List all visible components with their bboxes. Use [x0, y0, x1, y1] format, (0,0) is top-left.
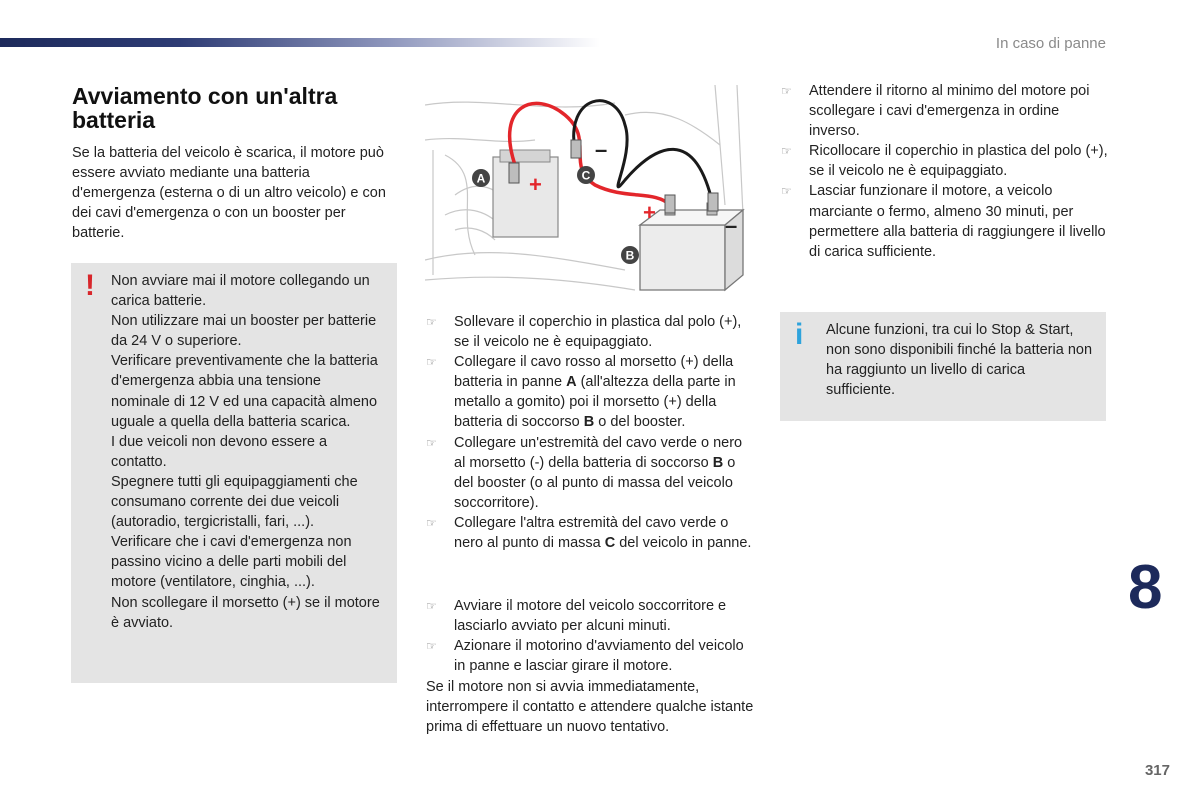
- label-b: B: [625, 248, 635, 263]
- hand-pointer-icon: ☞: [781, 184, 792, 199]
- list-item: ☞ Avviare il motore del veicolo soccorritore e lasciarlo avviato per alcuni minuti.: [426, 598, 727, 635]
- warning-line: Verificare che i cavi d'emergenza non passino vicino a delle parti mobili del motore (ventilatore, cinghia, ...).: [111, 534, 352, 591]
- warning-icon: !: [85, 269, 95, 302]
- closing-paragraph: Se il motore non si avvia immediatamente, interrompere il contatto e attendere qualche istante prima di effettuare un nuovo tentativo.: [426, 679, 754, 736]
- header-color-bar: [0, 38, 600, 47]
- hand-pointer-icon: ☞: [426, 355, 437, 370]
- list-item: ☞ Collegare il cavo rosso al morsetto (+) della batteria in panne A (all'altezza della parte in metallo a gomito) poi il morsetto (+) della batteria di soccorso B o del booster.: [426, 354, 736, 431]
- warning-box: [71, 263, 397, 683]
- minus-sign-c: –: [595, 137, 608, 162]
- warning-line: Non avviare mai il motore collegando un carica batterie.: [111, 273, 370, 310]
- list-item: ☞ Lasciar funzionare il motore, a veicolo marciante o fermo, almeno 30 minuti, per permettere alla batteria di raggiungere il livello di carica sufficiente.: [781, 183, 1106, 260]
- plus-sign-b: +: [643, 200, 656, 225]
- hand-pointer-icon: ☞: [426, 639, 437, 654]
- warning-line: Non utilizzare mai un booster per batterie da 24 V o superiore.: [111, 313, 377, 350]
- list-item: ☞ Collegare l'altra estremità del cavo verde o nero al punto di massa C del veicolo in panne.: [426, 514, 752, 552]
- info-box: [780, 312, 1106, 421]
- warning-line: I due veicoli non devono essere a contatto.: [111, 433, 328, 470]
- list-item: ☞ Collegare un'estremità del cavo verde o nero al morsetto (-) della batteria di soccorso B o del booster (o al punto di massa del veicolo soccorritore).: [426, 434, 743, 511]
- battery-a: [493, 150, 558, 237]
- label-a: A: [476, 171, 486, 186]
- chapter-number: 8: [1128, 553, 1163, 622]
- list-item: ☞ Azionare il motorino d'avviamento del veicolo in panne e lasciar girare il motore.: [426, 638, 744, 675]
- hand-pointer-icon: ☞: [426, 435, 437, 450]
- info-icon: i: [795, 318, 804, 351]
- hand-pointer-icon: ☞: [781, 84, 792, 98]
- hand-pointer-icon: ☞: [781, 144, 792, 159]
- page-title: Avviamento con un'altra batteria: [72, 83, 338, 133]
- start-steps: [426, 596, 756, 676]
- list-item: ☞ Attendere il ritorno al minimo del motore poi scollegare i cavi d'emergenza in ordine inverso.: [781, 83, 1090, 140]
- warning-line: Spegnere tutti gli equipaggiamenti che consumano corrente dei due veicoli (autoradio, tergicristalli, fari, ...).: [111, 473, 358, 531]
- list-item: ☞ Sollevare il coperchio in plastica dal polo (+), se il veicolo ne è equipaggiato.: [426, 314, 742, 351]
- minus-sign-b: –: [725, 213, 738, 238]
- after-start-steps: [781, 81, 1111, 262]
- warning-text: [111, 271, 381, 633]
- plus-sign-a: +: [529, 172, 542, 197]
- page-number: 317: [1144, 762, 1170, 779]
- jump-start-illustration: [425, 85, 768, 303]
- section-label: In caso di panne: [995, 35, 1106, 52]
- info-text: Alcune funzioni, tra cui lo Stop & Start, non sono disponibili finché la batteria non ha raggiunto un livello di carica sufficiente.: [826, 322, 1093, 399]
- warning-line: Non scollegare il morsetto (+) se il motore è avviato.: [111, 594, 380, 631]
- list-item: ☞ Ricollocare il coperchio in plastica del polo (+), se il veicolo ne è equipaggiato.: [781, 143, 1108, 180]
- hand-pointer-icon: ☞: [426, 599, 437, 613]
- hand-pointer-icon: ☞: [426, 315, 437, 329]
- hand-pointer-icon: ☞: [426, 515, 437, 530]
- intro-paragraph: Se la batteria del veicolo è scarica, il motore può essere avviato mediante una batteria d'emergenza (esterna o di un altro veicolo) e con dei cavi d'emergenza o con un booster per batterie.: [72, 145, 386, 241]
- label-c: C: [581, 168, 591, 183]
- connection-steps: [426, 312, 756, 553]
- warning-line: Verificare preventivamente che la batteria d'emergenza abbia una tensione nominale di 12 V ed una capacità almeno uguale a quella della batteria scarica.: [111, 353, 378, 430]
